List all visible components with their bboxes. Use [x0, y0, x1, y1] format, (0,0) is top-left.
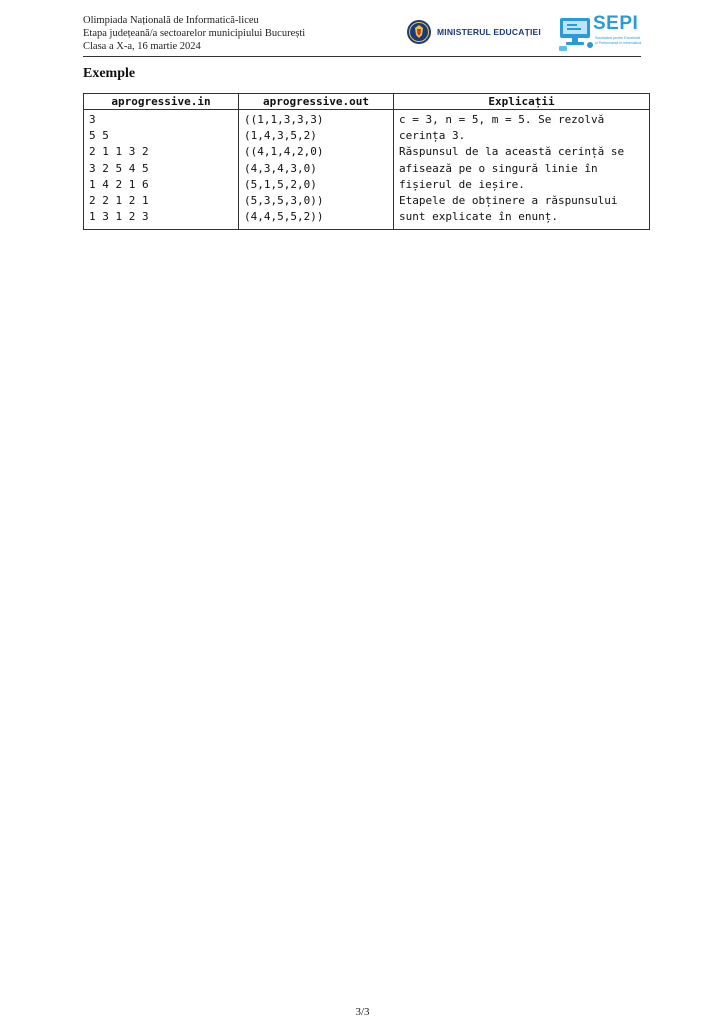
coat-of-arms-icon [406, 19, 432, 45]
sepi-subtitle-line: Societatea pentru Excelență [595, 36, 640, 40]
ministry-label: MINISTERUL EDUCAȚIEI [437, 27, 541, 37]
header-line-stage: Etapa județeană/a sectoarelor municipiului București [83, 28, 306, 39]
explanation-line: Răspunsul de la această cerință se [399, 145, 625, 159]
output-cell [239, 110, 394, 230]
input-cell [84, 110, 239, 230]
column-header-output-file: aprogressive.out [239, 94, 394, 110]
table-row [84, 110, 650, 230]
explanation-line: sunt explicate în enunț. [399, 210, 558, 224]
column-header-explanations: Explicații [394, 94, 650, 110]
explanation-line: c = 3, n = 5, m = 5. Se rezolvă [399, 113, 605, 126]
output-line: (4,3,4,3,0) [244, 161, 317, 175]
input-line: 1 3 1 2 3 [89, 210, 149, 224]
explanation-line: fișierul de ieșire. [399, 177, 525, 191]
explanation-line: cerința 3. [399, 129, 466, 143]
table-header-row [84, 94, 650, 110]
computer-illustration-icon [557, 15, 595, 53]
sepi-logo-text: SEPI [593, 13, 639, 34]
output-line: (5,1,5,2,0) [244, 177, 317, 191]
document-header [83, 14, 305, 53]
input-line: 2 2 1 2 1 [89, 193, 149, 207]
ministry-logo [406, 17, 541, 47]
header-divider [83, 56, 641, 57]
sepi-subtitle-line: și Performanță în Informatică [595, 40, 642, 45]
output-line: (4,4,5,5,2)) [244, 210, 324, 224]
output-line: (1,4,3,5,2) [244, 129, 317, 143]
examples-table [83, 93, 650, 230]
explanation-cell [394, 110, 650, 230]
header-line-class-date: Clasa a X-a, 16 martie 2024 [83, 41, 201, 52]
input-line: 5 5 [89, 129, 109, 143]
input-line: 1 4 2 1 6 [89, 177, 149, 191]
explanation-line: afisează pe o singură linie în [399, 161, 598, 175]
input-line: 3 [89, 113, 96, 126]
input-line: 2 1 1 3 2 [89, 145, 149, 159]
explanation-line: Etapele de obținere a răspunsului [399, 193, 618, 207]
input-line: 3 2 5 4 5 [89, 161, 149, 175]
page-number: 3/3 [355, 1006, 370, 1018]
sepi-logo-subtitle [595, 36, 645, 45]
output-line: ((1,1,3,3,3) [244, 113, 324, 126]
column-header-input-file: aprogressive.in [84, 94, 239, 110]
sepi-logo [557, 15, 643, 53]
section-title: Exemple [83, 66, 136, 81]
header-line-olympiad: Olimpiada Națională de Informatică-liceu [83, 15, 259, 26]
output-line: (5,3,5,3,0)) [244, 193, 324, 207]
output-line: ((4,1,4,2,0) [244, 145, 324, 159]
